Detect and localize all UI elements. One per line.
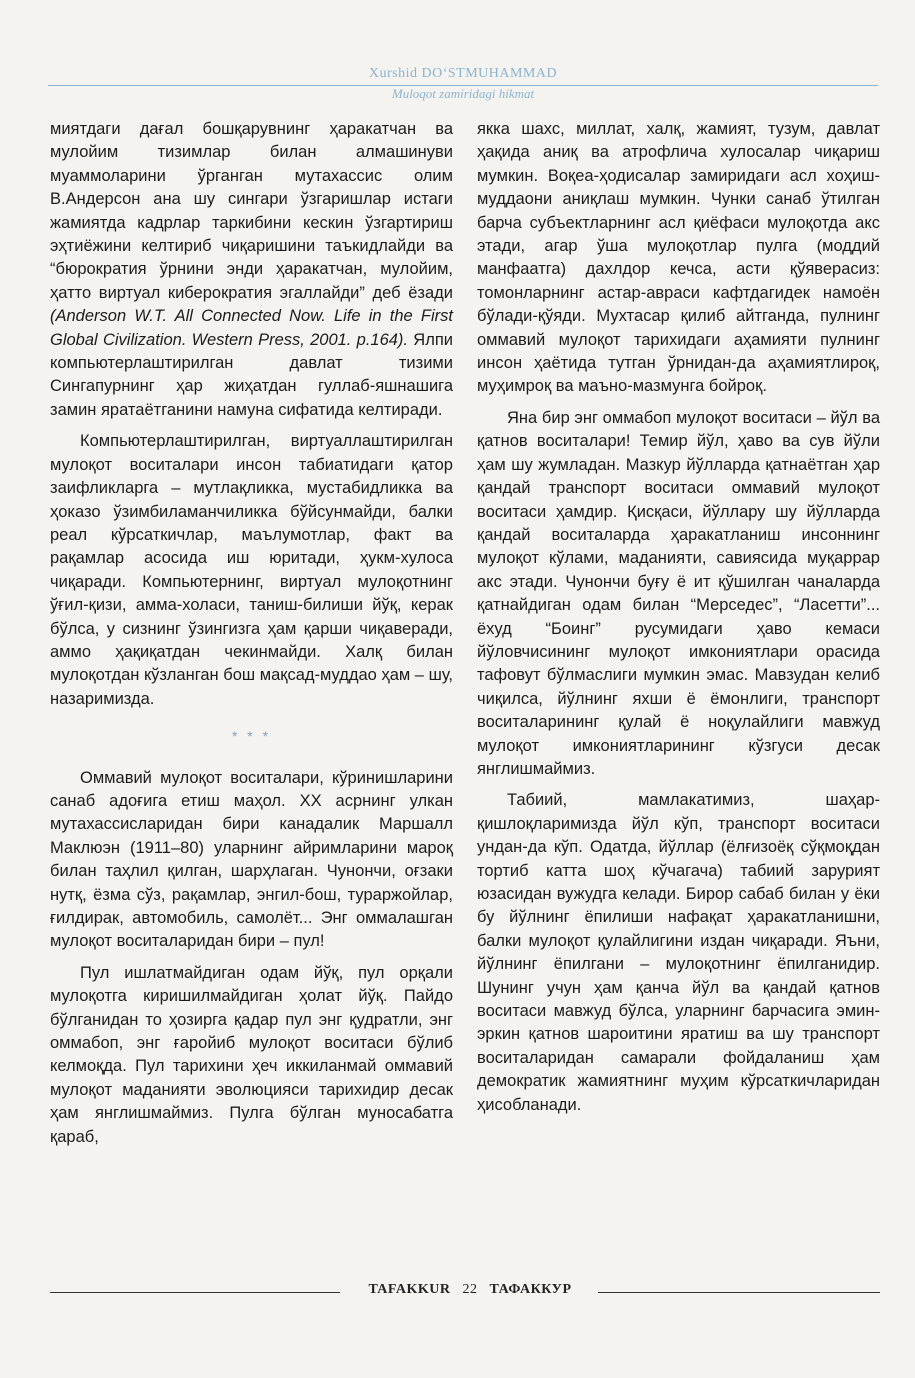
reference-citation: (Anderson W.T. All Connected Now. Life in the First Global Civilization. Western Press, 2001. p.164). xyxy=(50,307,453,349)
footer-cyrillic-title: ТАФАККУР xyxy=(489,1282,572,1297)
header-subtitle: Muloqot zamiridagi hikmat xyxy=(391,86,535,101)
section-separator: * * * xyxy=(231,728,272,745)
page-footer xyxy=(50,1282,880,1302)
paragraph: Пул ишлатмайдиган одам йўқ, пул орқали мулоқотга киришилмайдиган ҳолат йўқ. Пайдо бўлганидан то ҳозирга қадар пул энг қудратли, энг оммабоп, энг ғаройиб мулоқот воситаси бўлиб келмоқда. Пул тарихини ҳеч иккиланмай оммавий мулоқот маданияти эволюцияси тарихидир десак ҳам янглишмаймиз. Пулга бўлган муносабатга қараб, xyxy=(50,963,453,1146)
paragraph: Компьютерлаштирилган, виртуаллаштирилган мулоқот воситалари инсон табиатидаги қатор заифликларга – мутлақликка, мустабидликка ва ҳоказо ўзимбиламанчиликка бўйсунмайди, балки реал кўрсаткичлар, маълумотлар, факт ва рақамлар асосида иш юритади, ҳукм-хулоса чиқаради. Компьютернинг, виртуал мулоқотнинг ўғил-қизи, амма-холаси, таниш-билиши йўқ, керак бўлса, у сизнинг ўзингизга ҳам қарши чиқаверади, аммо ҳақиқатдан чекинмайди. Халқ билан мулоқотдан кўзланган бош мақсад-муддао ҳам – шу, назаримизда. xyxy=(50,432,453,708)
footer-latin-title: TAFAKKUR xyxy=(368,1282,451,1297)
page-header xyxy=(48,62,878,104)
page-number: 22 xyxy=(462,1282,478,1297)
right-column xyxy=(477,118,880,1125)
paragraph: Яна бир энг оммабоп мулоқот воситаси – йўл ва қатнов воситалари! Темир йўл, ҳаво ва сув йўли ҳам шу жумладан. Мазкур йўлларда қатнаётган ҳар қандай транспорт воситаси оммавий мулоқот воситаси ҳамдир. Қисқаси, йўллару шу йўлларда қандай воситаларда ҳаракатланиш инсоннинг мулоқот кўлами, маданияти, савиясида муқаррар акс этади. Чунончи буғу ё ит қўшилган чаналарда қатнайдиган одам билан “Мерседес”, “Ласетти”... ёхуд “Боинг” русумидаги ҳаво кемаси йўловчисининг мулоқот имкониятлари орасида тафовут бўлмаслиги мумкин эмас. Мавзудан келиб чиқилса, йўлнинг яхши ё ёмонлиги, транспорт воситаларининг қулай ё ноқулайлиги мавжуд мулоқот имкониятларининг кўзгуси десак янглишмаймиз. xyxy=(477,408,880,778)
footer-divider-right xyxy=(598,1292,880,1293)
paragraph: Табиий, мамлакатимиз, шаҳар-қишлоқларимизда йўл кўп, транспорт воситаси ундан-да кўп. Одатда, йўллар (ёлғизоёқ сўқмоқдан тортиб катта шоҳ кўчагача) табиий зарурият юзасидан вужудга келади. Бирор сабаб билан у ёки бу йўлнинг ёпилиши нафақат ҳаракатланишни, балки мулоқот қулайлигини издан чиқаради. Яъни, йўлнинг ёпилгани – мулоқотнинг ёпилганидир. Шунинг учун ҳам қанча йўл ва қандай қатнов воситаси мавжуд бўлса, уларнинг барчасига эмин-эркин қатнов шароитини яратиш ва шу транспорт воситаларидан самарали фойдаланиш ҳам демократик жамиятнинг муҳим кўрсаткичларидан ҳисобланади. xyxy=(477,791,880,1114)
header-author: Xurshid DO‘STMUHAMMAD xyxy=(368,66,558,81)
paragraph: якка шахс, миллат, халқ, жамият, тузум, давлат ҳақида аниқ ва атрофлича хулосалар чиқариш мумкин. Воқеа-ҳодисалар замиридаги асл хоҳиш-муддаони аниқлаш мумкин. Чунки санаб ўтилган барча субъектларнинг асл қиёфаси мулоқотда акс этади, агар ўша мулоқотлар пулга (моддий манфаатга) дахлдор кечса, асти қўяверасиз: томонларнинг астар-авраси кафтдагидек намоён бўлади-қўяди. Мухтасар қилиб айтганда, пулнинг оммавий мулоқот тарихидаги аҳамияти пулнинг инсон ҳаётида тутган ўрнидан-да аҳамиятлироқ, муҳимроқ ва маъно-мазмунга бойроқ. xyxy=(477,120,880,396)
footer-title xyxy=(348,1282,592,1298)
paragraph xyxy=(50,118,453,422)
left-column xyxy=(50,118,453,1157)
paragraph-text: миятдаги дағал бошқарувнинг ҳаракатчан ва мулойим тизимлар билан алмашинуви муаммоларини ўрганган мутахассис олим В.Андерсон ана шу сингари ўзгаришлар истаги жамиятда кадрлар таркибини кескин ўзгартириш эҳтиёжини келтириб чиқаришини таъкидлайди ва “бюрократия ўрнини энди ҳаракатчан, мулойим, ҳатто виртуал киберократия эгаллайди” деб ёзади xyxy=(50,120,453,302)
footer-divider-left xyxy=(50,1292,340,1293)
paragraph: Оммавий мулоқот воситалари, кўринишларини санаб адоғига етиш маҳол. XX асрнинг улкан мутахассисларидан бири канадалик Маршалл Маклюэн (1911–80) уларнинг айримларини мароқ билан таҳлил қилган, шарҳлаган. Чунончи, оғзаки нутқ, ёзма сўз, рақамлар, энгил-бош, тураржойлар, ғилдирак, автомобиль, самолёт... Энг оммалашган мулоқот воситаларидан бири – пул! xyxy=(50,768,453,951)
paragraph-text: Ялпи компьютерлаштирилган давлат тизими Сингапурнинг ҳар жиҳатдан гуллаб-яшнашига замин яратаётганини намуна сифатида келтиради. xyxy=(50,330,453,419)
